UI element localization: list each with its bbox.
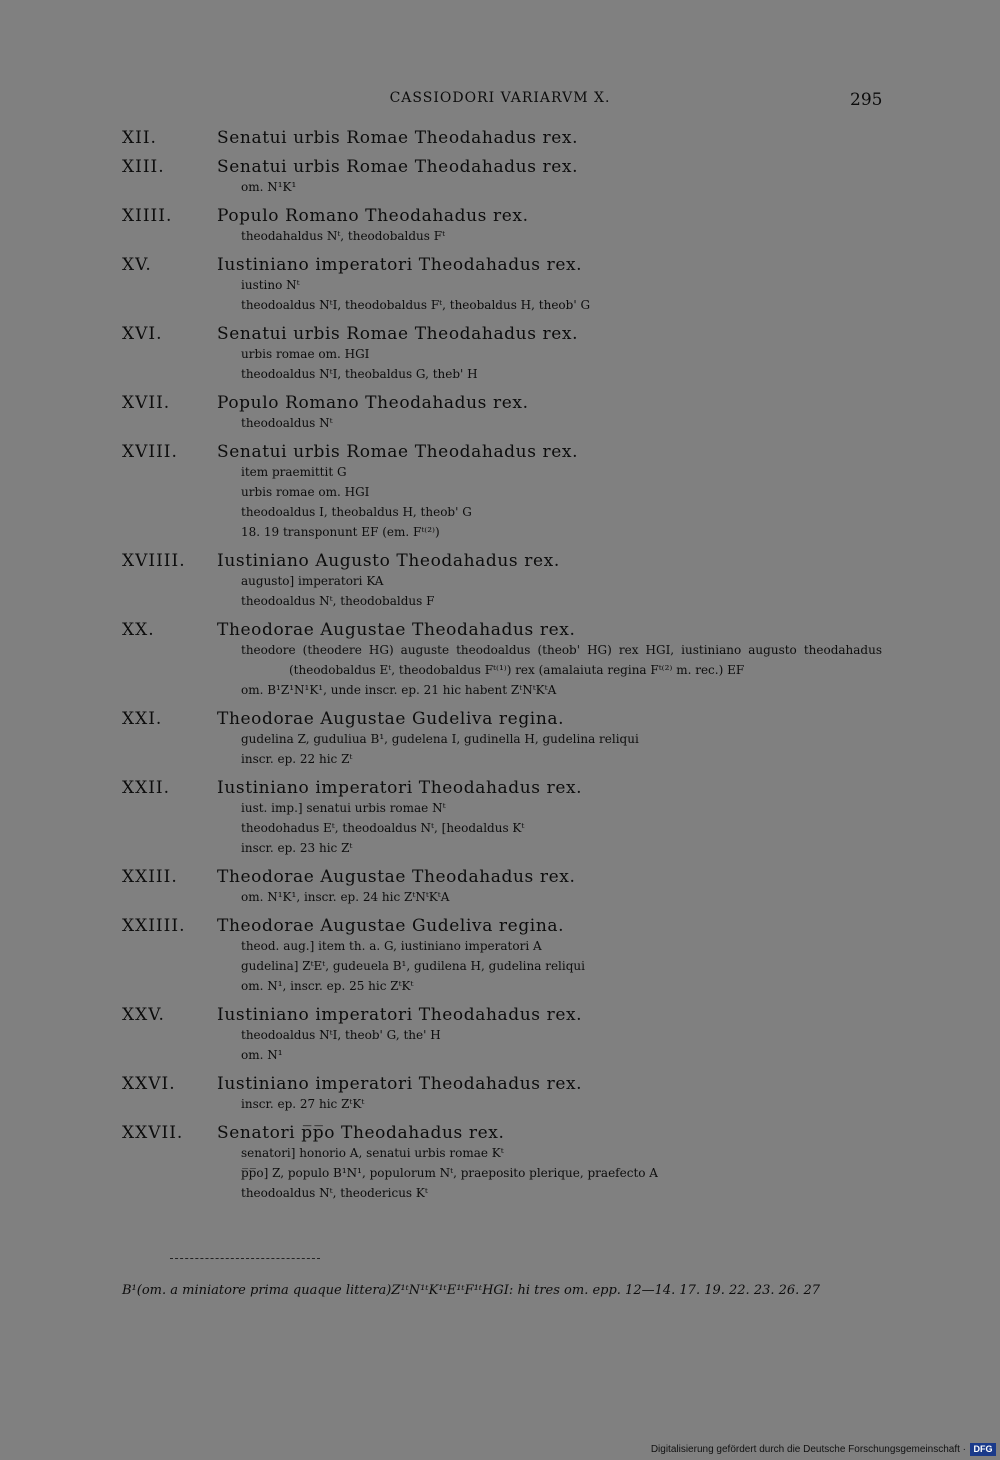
letter-entry <box>122 867 882 907</box>
letter-numeral: XVI. <box>122 324 163 344</box>
entry-head <box>122 255 882 275</box>
apparatus-notes <box>122 1143 882 1203</box>
apparatus-note: inscr. ep. 22 hic Zᵗ <box>241 752 353 766</box>
letter-heading: Theodorae Augustae Gudeliva regina. <box>217 916 565 936</box>
apparatus-note: 18. 19 transponunt EF (em. Fᵗ⁽²⁾) <box>241 525 440 539</box>
apparatus-note: om. N¹ <box>241 1048 283 1062</box>
apparatus-note: theodoaldus NᵗI, theobaldus G, theb' H <box>241 367 478 381</box>
apparatus-note: om. N¹, inscr. ep. 25 hic ZᵗKᵗ <box>241 979 414 993</box>
letter-entry <box>122 916 882 996</box>
letter-entry <box>122 324 882 384</box>
letter-entry <box>122 442 882 542</box>
apparatus-note: gudelina Z, guduliua B¹, gudelena I, gudinella H, gudelina reliqui <box>241 732 639 746</box>
apparatus-note: inscr. ep. 27 hic ZᵗKᵗ <box>241 1097 365 1111</box>
letter-heading: Iustiniano imperatori Theodahadus rex. <box>217 1005 583 1025</box>
apparatus-note: item praemittit G <box>241 465 347 479</box>
apparatus-note: theodoaldus Nᵗ <box>241 416 333 430</box>
apparatus-note: theodahaldus Nᵗ, theodobaldus Fᵗ <box>241 229 446 243</box>
apparatus-note: inscr. ep. 23 hic Zᵗ <box>241 841 353 855</box>
apparatus-note: om. N¹K¹ <box>241 180 297 194</box>
entry-head <box>122 1074 882 1094</box>
letter-numeral: XXIIII. <box>122 916 186 936</box>
letter-heading: Theodorae Augustae Theodahadus rex. <box>217 620 576 640</box>
apparatus-notes <box>122 462 882 542</box>
letter-numeral: XXVI. <box>122 1074 176 1094</box>
letter-entry <box>122 206 882 246</box>
letter-numeral: XXII. <box>122 778 171 798</box>
letter-heading: Populo Romano Theodahadus rex. <box>217 393 529 413</box>
footnote: B¹(om. a miniatore prima quaque littera)Z¹ᵗN¹ᵗK¹ᵗE¹ᵗF¹ᵗHGI: hi tres om. epp. 12—14. 17. 19. 22. 23. 26. 27 <box>122 1283 820 1298</box>
letter-entry <box>122 255 882 315</box>
letter-heading: Iustiniano Augusto Theodahadus rex. <box>217 551 560 571</box>
entry-head <box>122 1123 882 1143</box>
footnote-rule <box>170 1258 320 1259</box>
apparatus-notes <box>122 729 882 769</box>
apparatus-note: theodoaldus Nᵗ, theodobaldus F <box>241 594 435 608</box>
letter-entry <box>122 1005 882 1065</box>
apparatus-notes <box>122 226 882 246</box>
entry-head <box>122 1005 882 1025</box>
apparatus-note: om. N¹K¹, inscr. ep. 24 hic ZᵗNᵗKᵗA <box>241 890 450 904</box>
letter-numeral: XVII. <box>122 393 171 413</box>
apparatus-note: theodoaldus NᵗI, theodobaldus Fᵗ, theobaldus H, theob' G <box>241 298 591 312</box>
letter-numeral: XVIII. <box>122 442 178 462</box>
letter-numeral: XXVII. <box>122 1123 184 1143</box>
apparatus-note: urbis romae om. HGI <box>241 485 370 499</box>
apparatus-notes <box>122 1025 882 1065</box>
letter-heading: Iustiniano imperatori Theodahadus rex. <box>217 255 583 275</box>
letter-heading: Theodorae Augustae Theodahadus rex. <box>217 867 576 887</box>
page-number: 295 <box>850 90 883 110</box>
apparatus-note: theod. aug.] item th. a. G, iustiniano imperatori A <box>241 939 542 953</box>
letter-heading: Iustiniano imperatori Theodahadus rex. <box>217 778 583 798</box>
letter-heading: Iustiniano imperatori Theodahadus rex. <box>217 1074 583 1094</box>
letter-numeral: XXI. <box>122 709 163 729</box>
letter-entry <box>122 709 882 769</box>
entry-head <box>122 128 882 148</box>
letter-heading: Senatui urbis Romae Theodahadus rex. <box>217 324 579 344</box>
apparatus-notes <box>122 936 882 996</box>
credit-text: Digitalisierung gefördert durch die Deutsche Forschungsgemeinschaft · <box>650 1443 966 1455</box>
apparatus-notes <box>122 177 882 197</box>
apparatus-note: theodoaldus Nᵗ, theodericus Kᵗ <box>241 1186 428 1200</box>
apparatus-note: augusto] imperatori KA <box>241 574 384 588</box>
apparatus-note: senatori] honorio A, senatui urbis romae Kᵗ <box>241 1146 504 1160</box>
entry-head <box>122 551 882 571</box>
apparatus-notes <box>122 413 882 433</box>
apparatus-notes <box>122 275 882 315</box>
apparatus-notes <box>122 798 882 858</box>
letter-entry <box>122 1074 882 1114</box>
letter-heading: Senatui urbis Romae Theodahadus rex. <box>217 442 579 462</box>
letter-heading: Theodorae Augustae Gudeliva regina. <box>217 709 565 729</box>
apparatus-note: theodore (theodere HG) auguste theodoaldus (theob' HG) rex HGI, iustiniano augusto theodahadus (theodobaldus Eᵗ, theodobaldus Fᵗ⁽¹⁾) rex (amalaiuta regina Fᵗ⁽²⁾ m. rec.) EF <box>241 643 882 677</box>
apparatus-note: theodohadus Eᵗ, theodoaldus Nᵗ, [heodaldus Kᵗ <box>241 821 525 835</box>
apparatus-note: iust. imp.] senatui urbis romae Nᵗ <box>241 801 446 815</box>
apparatus-note: iustino Nᵗ <box>241 278 300 292</box>
letter-numeral: XX. <box>122 620 155 640</box>
letter-entry <box>122 393 882 433</box>
letter-numeral: XVIIII. <box>122 551 186 571</box>
letter-heading: Populo Romano Theodahadus rex. <box>217 206 529 226</box>
letter-numeral: XXV. <box>122 1005 165 1025</box>
letter-entry <box>122 620 882 700</box>
letter-numeral: XIIII. <box>122 206 173 226</box>
letter-entry <box>122 128 882 148</box>
credit-bar <box>600 1441 1000 1457</box>
entry-head <box>122 867 882 887</box>
letter-heading: Senatui urbis Romae Theodahadus rex. <box>217 157 579 177</box>
apparatus-note: om. B¹Z¹N¹K¹, unde inscr. ep. 21 hic habent ZᵗNᵗKᵗA <box>241 683 557 697</box>
letter-entry <box>122 1123 882 1203</box>
apparatus-notes <box>122 344 882 384</box>
apparatus-note: urbis romae om. HGI <box>241 347 370 361</box>
entry-head <box>122 709 882 729</box>
entry-head <box>122 324 882 344</box>
apparatus-note: gudelina] ZᵗEᵗ, gudeuela B¹, gudilena H, gudelina reliqui <box>241 959 585 973</box>
entry-head <box>122 393 882 413</box>
letter-numeral: XXIII. <box>122 867 178 887</box>
apparatus-note: theodoaldus I, theobaldus H, theob' G <box>241 505 472 519</box>
entry-head <box>122 778 882 798</box>
apparatus-notes <box>122 887 882 907</box>
dfg-logo: DFG <box>970 1443 996 1456</box>
letter-entry <box>122 551 882 611</box>
entry-head <box>122 620 882 640</box>
letter-heading: Senatori p̅p̅o Theodahadus rex. <box>217 1123 505 1143</box>
apparatus-notes <box>122 571 882 611</box>
letter-heading: Senatui urbis Romae Theodahadus rex. <box>217 128 579 148</box>
apparatus-note: p̅p̅o] Z, populo B¹N¹, populorum Nᵗ, praeposito plerique, praefecto A <box>241 1166 658 1180</box>
letter-headings-list <box>122 128 882 1212</box>
letter-numeral: XIII. <box>122 157 165 177</box>
entry-head <box>122 206 882 226</box>
entry-head <box>122 442 882 462</box>
entry-head <box>122 157 882 177</box>
apparatus-notes <box>122 1094 882 1114</box>
letter-entry <box>122 778 882 858</box>
letter-entry <box>122 157 882 197</box>
letter-numeral: XII. <box>122 128 157 148</box>
running-title: CASSIODORI VARIARVM X. <box>389 90 611 106</box>
apparatus-notes <box>122 640 882 700</box>
apparatus-note: theodoaldus NᵗI, theob' G, the' H <box>241 1028 441 1042</box>
letter-numeral: XV. <box>122 255 152 275</box>
entry-head <box>122 916 882 936</box>
